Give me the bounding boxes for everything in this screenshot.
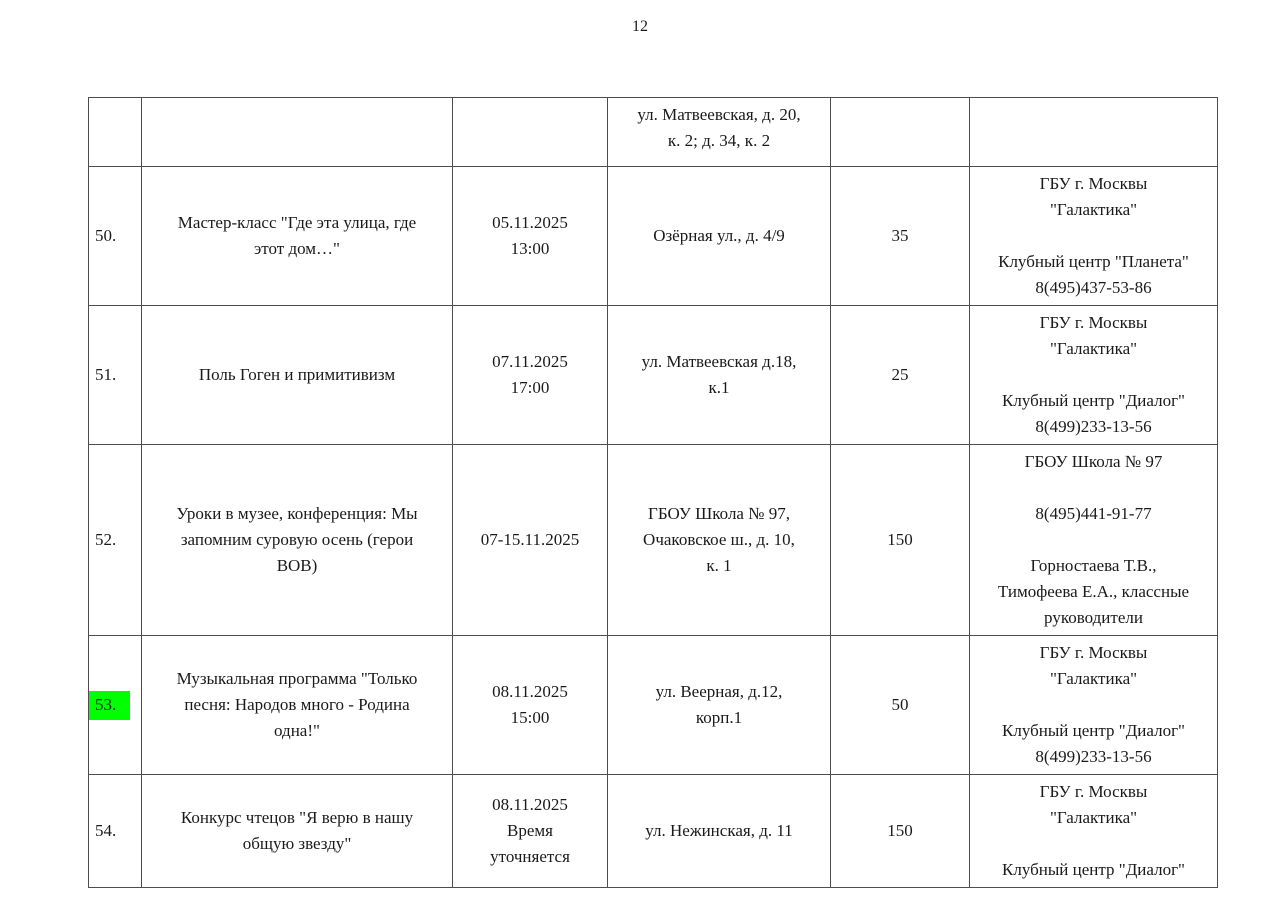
event-name-cell: Поль Гоген и примитивизм <box>142 306 453 445</box>
datetime-cell: 08.11.2025 15:00 <box>453 636 608 775</box>
row-number-cell: 52. <box>89 445 142 636</box>
event-name-cell: Музыкальная программа "Только песня: Народов много - Родина одна!" <box>142 636 453 775</box>
address-cell: ул. Веерная, д.12, корп.1 <box>608 636 831 775</box>
page-number: 12 <box>632 18 648 35</box>
row-number-cell <box>89 98 142 167</box>
events-schedule-table <box>88 97 1218 888</box>
datetime-cell: 07.11.2025 17:00 <box>453 306 608 445</box>
participants-count-cell: 150 <box>831 445 970 636</box>
address-cell: ул. Матвеевская д.18, к.1 <box>608 306 831 445</box>
organizer-cell: ГБУ г. Москвы "Галактика" Клубный центр "Планета" 8(495)437-53-86 <box>970 167 1218 306</box>
organizer-cell <box>970 98 1218 167</box>
table-row <box>89 98 1218 167</box>
table-row <box>89 306 1218 445</box>
address-cell: ГБОУ Школа № 97, Очаковское ш., д. 10, к. 1 <box>608 445 831 636</box>
datetime-cell <box>453 98 608 167</box>
participants-count-cell <box>831 98 970 167</box>
table-row <box>89 636 1218 775</box>
row-number-cell: 50. <box>89 167 142 306</box>
organizer-cell: ГБУ г. Москвы "Галактика" Клубный центр "Диалог" 8(499)233-13-56 <box>970 306 1218 445</box>
datetime-cell: 07-15.11.2025 <box>453 445 608 636</box>
row-number-cell: 51. <box>89 306 142 445</box>
participants-count-cell: 50 <box>831 636 970 775</box>
participants-count-cell: 25 <box>831 306 970 445</box>
event-name-cell: Конкурс чтецов "Я верю в нашу общую звезду" <box>142 775 453 888</box>
participants-count-cell: 150 <box>831 775 970 888</box>
address-cell: ул. Нежинская, д. 11 <box>608 775 831 888</box>
event-name-cell <box>142 98 453 167</box>
organizer-cell: ГБОУ Школа № 97 8(495)441-91-77 Горностаева Т.В., Тимофеева Е.А., классные руководители <box>970 445 1218 636</box>
datetime-cell: 08.11.2025 Время уточняется <box>453 775 608 888</box>
organizer-cell: ГБУ г. Москвы "Галактика" Клубный центр "Диалог" <box>970 775 1218 888</box>
row-number-cell: 54. <box>89 775 142 888</box>
address-cell: ул. Матвеевская, д. 20, к. 2; д. 34, к. 2 <box>608 98 831 167</box>
table-row <box>89 775 1218 888</box>
table-row <box>89 167 1218 306</box>
datetime-cell: 05.11.2025 13:00 <box>453 167 608 306</box>
event-name-cell: Уроки в музее, конференция: Мы запомним суровую осень (герои ВОВ) <box>142 445 453 636</box>
event-name-cell: Мастер-класс "Где эта улица, где этот дом…" <box>142 167 453 306</box>
schedule-table-body <box>89 98 1218 888</box>
highlight-marker: 53. <box>89 691 130 720</box>
participants-count-cell: 35 <box>831 167 970 306</box>
address-cell: Озёрная ул., д. 4/9 <box>608 167 831 306</box>
organizer-cell: ГБУ г. Москвы "Галактика" Клубный центр "Диалог" 8(499)233-13-56 <box>970 636 1218 775</box>
table-row <box>89 445 1218 636</box>
row-number-cell <box>89 636 142 775</box>
